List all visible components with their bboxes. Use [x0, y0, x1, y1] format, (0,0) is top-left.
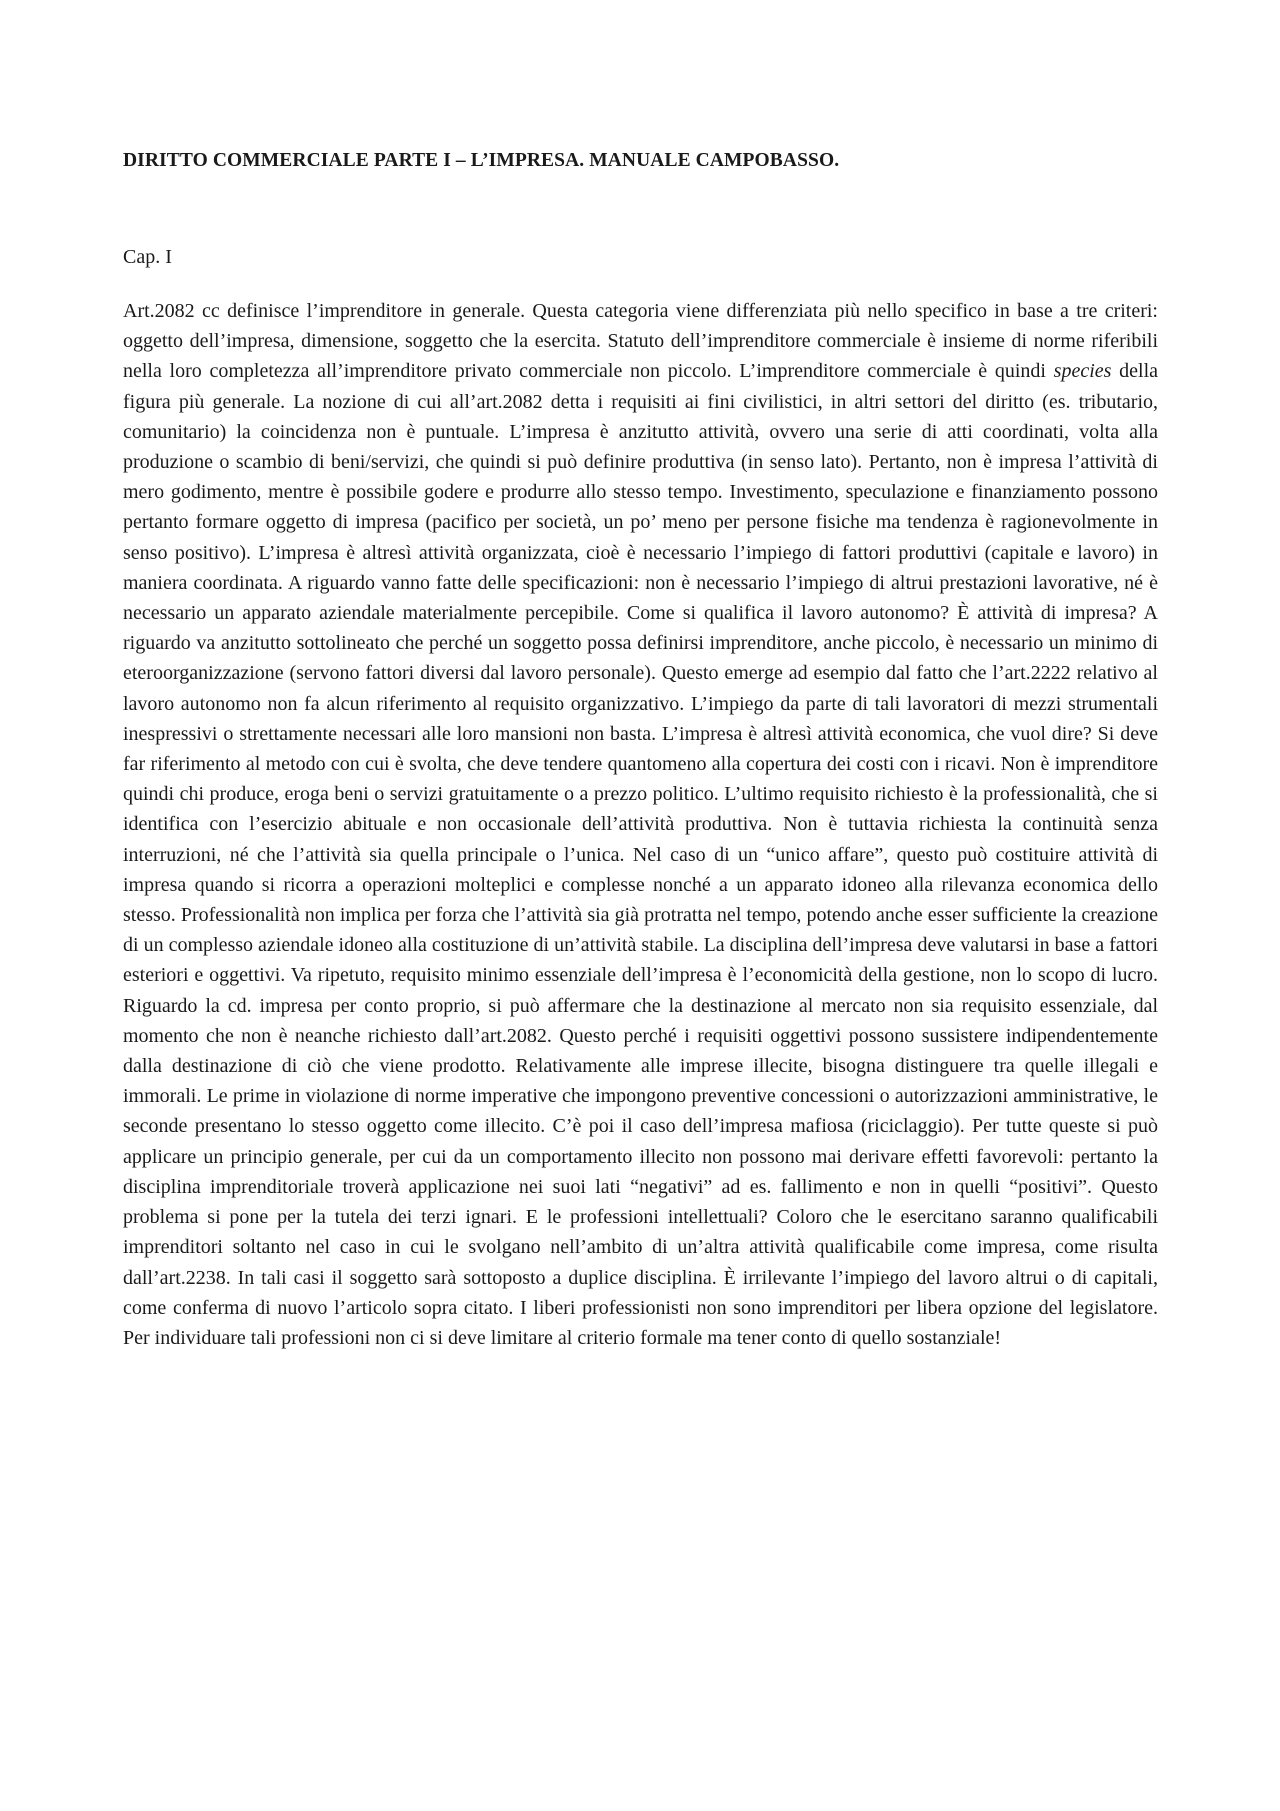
- chapter-heading: Cap. I: [123, 246, 172, 268]
- body-text-italic: species: [1053, 360, 1112, 383]
- document-page: [123, 150, 1158, 1349]
- body-text-part1: Art.2082 cc definisce l’imprenditore in generale. Questa categoria viene differenziata più nello specifico in base a tre criteri: oggetto dell’impresa, dimensione, soggetto che la esercita. Statuto dell’imprenditore commerciale è insieme di norme riferibili nella loro completezza all’imprenditore privato commerciale non piccolo. L’imprenditore commerciale è quindi: [123, 300, 1158, 383]
- body-text-part2: della figura più generale. La nozione di cui all’art.2082 detta i requisiti ai fini civilistici, in altri settori del diritto (es. tributario, comunitario) la coincidenza non è puntuale. L’impresa è anzitutto attività, ovvero una serie di atti coordinati, volta alla produzione o scambio di beni/servizi, che quindi si può definire produttiva (in senso lato). Pertanto, non è impresa l’attività di mero godimento, mentre è possibile godere e produrre allo stesso tempo. Investimento, speculazione e finanziamento possono pertanto formare oggetto di impresa (pacifico per società, un po’ meno per persone fisiche ma tendenza è ragionevolmente in senso positivo). L’impresa è altresì attività organizzata, cioè è necessario l’impiego di fattori produttivi (capitale e lavoro) in maniera coordinata. A riguardo vanno fatte delle specificazioni: non è necessario l’impiego di altrui prestazioni lavorative, né è necessario un apparato aziendale materialmente percepibile. Come si qualifica il lavoro autonomo? È attività di impresa? A riguardo va anzitutto sottolineato che perché un soggetto possa definirsi imprenditore, anche piccolo, è necessario un minimo di eteroorganizzazione (servono fattori diversi dal lavoro personale). Questo emerge ad esempio dal fatto che l’art.2222 relativo al lavoro autonomo non fa alcun riferimento al requisito organizzativo. L’impiego da parte di tali lavoratori di mezzi strumentali inespressivi o strettamente necessari alle loro mansioni non basta. L’impresa è altresì attività economica, che vuol dire? Si deve far riferimento al metodo con cui è svolta, che deve tendere quantomeno alla copertura dei costi con i ricavi. Non è imprenditore quindi chi produce, eroga beni o servizi gratuitamente o a prezzo politico. L’ultimo requisito richiesto è la professionalità, che si identifica con l’esercizio abituale e non occasionale dell’attività produttiva. Non è tuttavia richiesta la continuità senza interruzioni, né che l’attività sia quella principale o l’unica. Nel caso di un “unico affare”, questo può costituire attività di impresa quando si ricorra a operazioni molteplici e complesse nonché a un apparato idoneo alla rilevanza economica dello stesso. Professionalità non implica per forza che l’attività sia già protratta nel tempo, potendo anche esser sufficiente la creazione di un complesso aziendale idoneo alla costituzione di un’attività stabile. La disciplina dell’impresa deve valutarsi in base a fattori esteriori e oggettivi. Va ripetuto, requisito minimo essenziale dell’impresa è l’economicità della gestione, non lo scopo di lucro. Riguardo la cd. impresa per conto proprio, si può affermare che la destinazione al mercato non sia requisito essenziale, dal momento che non è neanche richiesto dall’art.2082. Questo perché i requisiti oggettivi possono sussistere indipendentemente dalla destinazione di ciò che viene prodotto. Relativamente alle imprese illecite, bisogna distinguere tra quelle illegali e immorali. Le prime in violazione di norme imperative che impongono preventive concessioni o autorizzazioni amministrative, le seconde presentano lo stesso oggetto come illecito. C’è poi il caso dell’impresa mafiosa (riciclaggio). Per tutte queste si può applicare un principio generale, per cui da un comportamento illecito non possono mai derivare effetti favorevoli: pertanto la disciplina imprenditoriale troverà applicazione nei suoi lati “negativi” ad es. fallimento e non in quelli “positivi”. Questo problema si pone per la tutela dei terzi ignari. E le professioni intellettuali? Coloro che le esercitano saranno qualificabili imprenditori soltanto nel caso in cui le svolgano nell’ambito di un’altra attività qualificabile come impresa, come risulta dall’art.2238. In tali casi il soggetto sarà sottoposto a duplice disciplina. È irrilevante l’impiego del lavoro altrui o di capitali, come conferma di nuovo l’articolo sopra citato. I liberi professionisti non sono imprenditori per libera opzione del legislatore. Per individuare tali professioni non ci si deve limitare al criterio formale ma tener conto di quello sostanziale!: [123, 360, 1158, 1349]
- body-paragraph: [123, 296, 1158, 1353]
- document-title: DIRITTO COMMERCIALE PARTE I – L’IMPRESA. MANUALE CAMPOBASSO.: [123, 150, 840, 171]
